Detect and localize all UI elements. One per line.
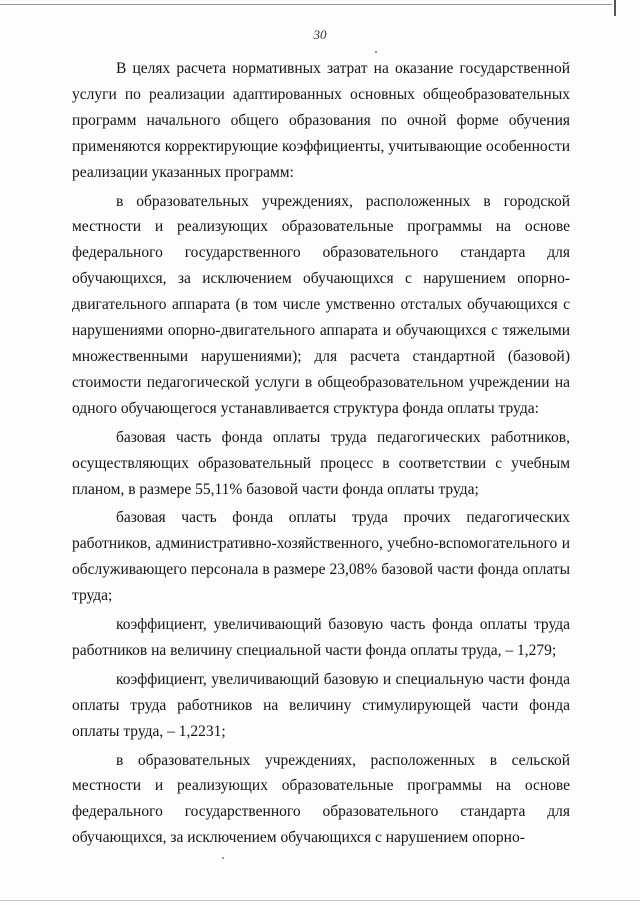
paragraph-special-coefficient: коэффициент, увеличивающий базовую часть фонда оплаты труда работников на величину специальной части фонда оплаты труда, – 1,279; xyxy=(72,616,570,659)
paragraph-other-staff-base-share: базовая часть фонда оплаты труда прочих педагогических работников, административно-хозяйственного, учебно-вспомогательного и обслуживающего персонала в размере 23,08% базовой части фонда оплаты труда; xyxy=(72,509,570,605)
paragraph-intro: В целях расчета нормативных затрат на оказание государственной услуги по реализации адаптированных основных общеобразовательных программ начального общего образования по очной форме обучения применяются корректирующие коэффициенты, учитывающие особенности реализации указанных программ: xyxy=(72,60,570,181)
paragraph-urban-schools: в образовательных учреждениях, расположенных в городской местности и реализующих образовательные программы на основе федерального государственного образовательного стандарта для обучающихся, за исключением обучающихся с нарушением опорно-двигательного аппарата (в том числе умственно отсталых обучающихся с нарушениями опорно-двигательного аппарата и обучающихся с тяжелыми множественными нарушениями); для расчета стандартной (базовой) стоимости педагогической услуги в общеобразовательном учреждении на одного обучающегося устанавливается структура фонда оплаты труда: xyxy=(72,192,570,417)
bottom-scan-rule xyxy=(0,900,640,901)
paragraph-incentive-coefficient: коэффициент, увеличивающий базовую и специальную части фонда оплаты труда работников на величину стимулирующей части фонда оплаты труда, – 1,2231; xyxy=(72,670,570,740)
scan-speck xyxy=(375,51,377,53)
top-scan-rule xyxy=(0,4,612,5)
page-number: 30 xyxy=(313,27,327,42)
right-scan-mark xyxy=(614,0,616,16)
paragraph-rural-schools: в образовательных учреждениях, расположенных в сельской местности и реализующих образовательные программы на основе федерального государственного образовательного стандарта для обучающихся, за исключением обучающихся с нарушением опорно- xyxy=(72,751,570,847)
paragraph-teacher-base-share: базовая часть фонда оплаты труда педагогических работников, осуществляющих образовательный процесс в соответствии с учебным планом, в размере 55,11% базовой части фонда оплаты труда; xyxy=(72,428,570,498)
document-body xyxy=(72,56,570,854)
scan-speck xyxy=(222,857,224,859)
